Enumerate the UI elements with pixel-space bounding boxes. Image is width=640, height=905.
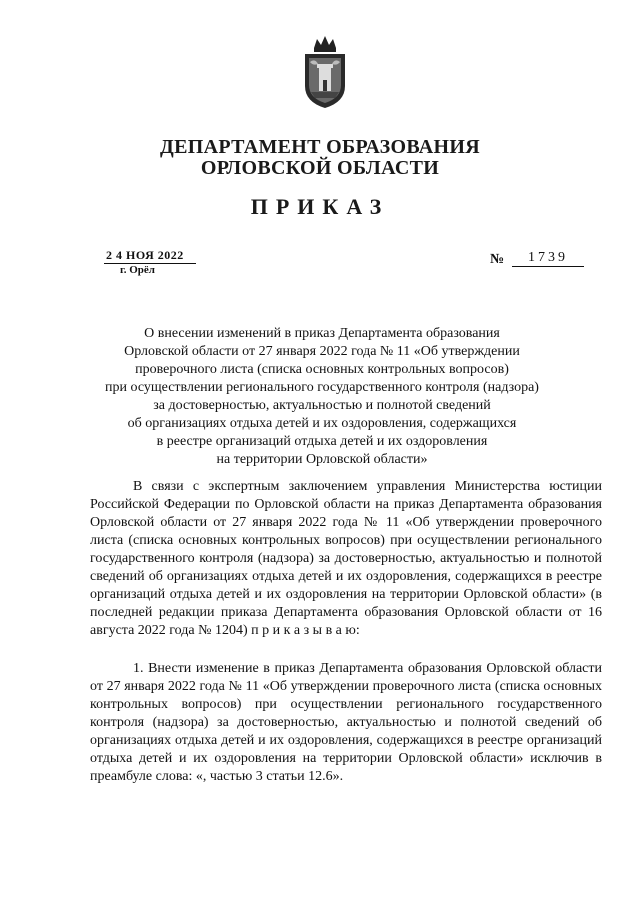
subject-line: при осуществлении регионального государственного контроля (надзора) (105, 380, 539, 395)
coat-of-arms-icon (300, 34, 350, 110)
document-subject (80, 325, 564, 469)
subject-line: в реестре организаций отдыха детей и их оздоровления (156, 434, 488, 449)
subject-line: на территории Орловской области» (216, 452, 428, 467)
subject-line: проверочного листа (списка основных контрольных вопросов) (135, 362, 509, 377)
subject-line: О внесении изменений в приказ Департамента образования (144, 326, 500, 341)
preamble-paragraph: В связи с экспертным заключением управления Министерства юстиции Российской Федерации по Орловской области на приказ Департамента образования Орловской области от 27 января 2022 года № 11 «Об утверждении проверочного листа (списка основных контрольных вопросов) при осуществлении регионального государственного контроля (надзора) за достоверностью, актуальностью и полнотой сведений об организациях отдыха детей и их оздоровления, содержащихся в реестре организаций отдыха детей и их оздоровления на территории Орловской области» (в последней редакции приказа Департамента образования Орловской области от 16 августа 2022 года № 1204) п р и к а з ы в а ю: (90, 479, 602, 638)
number-label: № (490, 252, 505, 267)
date-stamp: 2 4 НОЯ 2022 (104, 248, 196, 264)
organization-name-line1: ДЕПАРТАМЕНТ ОБРАЗОВАНИЯ (160, 136, 480, 158)
subject-line: об организациях отдыха детей и их оздоровления, содержащихся (127, 416, 517, 431)
document-type-title: ПРИКАЗ (250, 194, 390, 219)
document-number: 1739 (512, 250, 584, 267)
order-item-1-paragraph: 1. Внести изменение в приказ Департамента образования Орловской области от 27 января 2022 года № 11 «Об утверждении проверочного листа (списка основных контрольных вопросов) при осуществлении регионального государственного контроля (надзора) за достоверностью, актуальностью и полнотой сведений об организациях отдыха детей и их оздоровления, содержащихся в реестре организаций отдыха детей и их оздоровления на территории Орловской области» исключив в преамбуле слова: «, частью 3 статьи 12.6». (90, 661, 602, 784)
city-label: г. Орёл (120, 264, 155, 276)
subject-line: за достоверностью, актуальностью и полнотой сведений (153, 398, 491, 413)
organization-name-line2: ОРЛОВСКОЙ ОБЛАСТИ (200, 157, 440, 179)
subject-line: Орловской области от 27 января 2022 года № 11 «Об утверждении (124, 344, 520, 359)
